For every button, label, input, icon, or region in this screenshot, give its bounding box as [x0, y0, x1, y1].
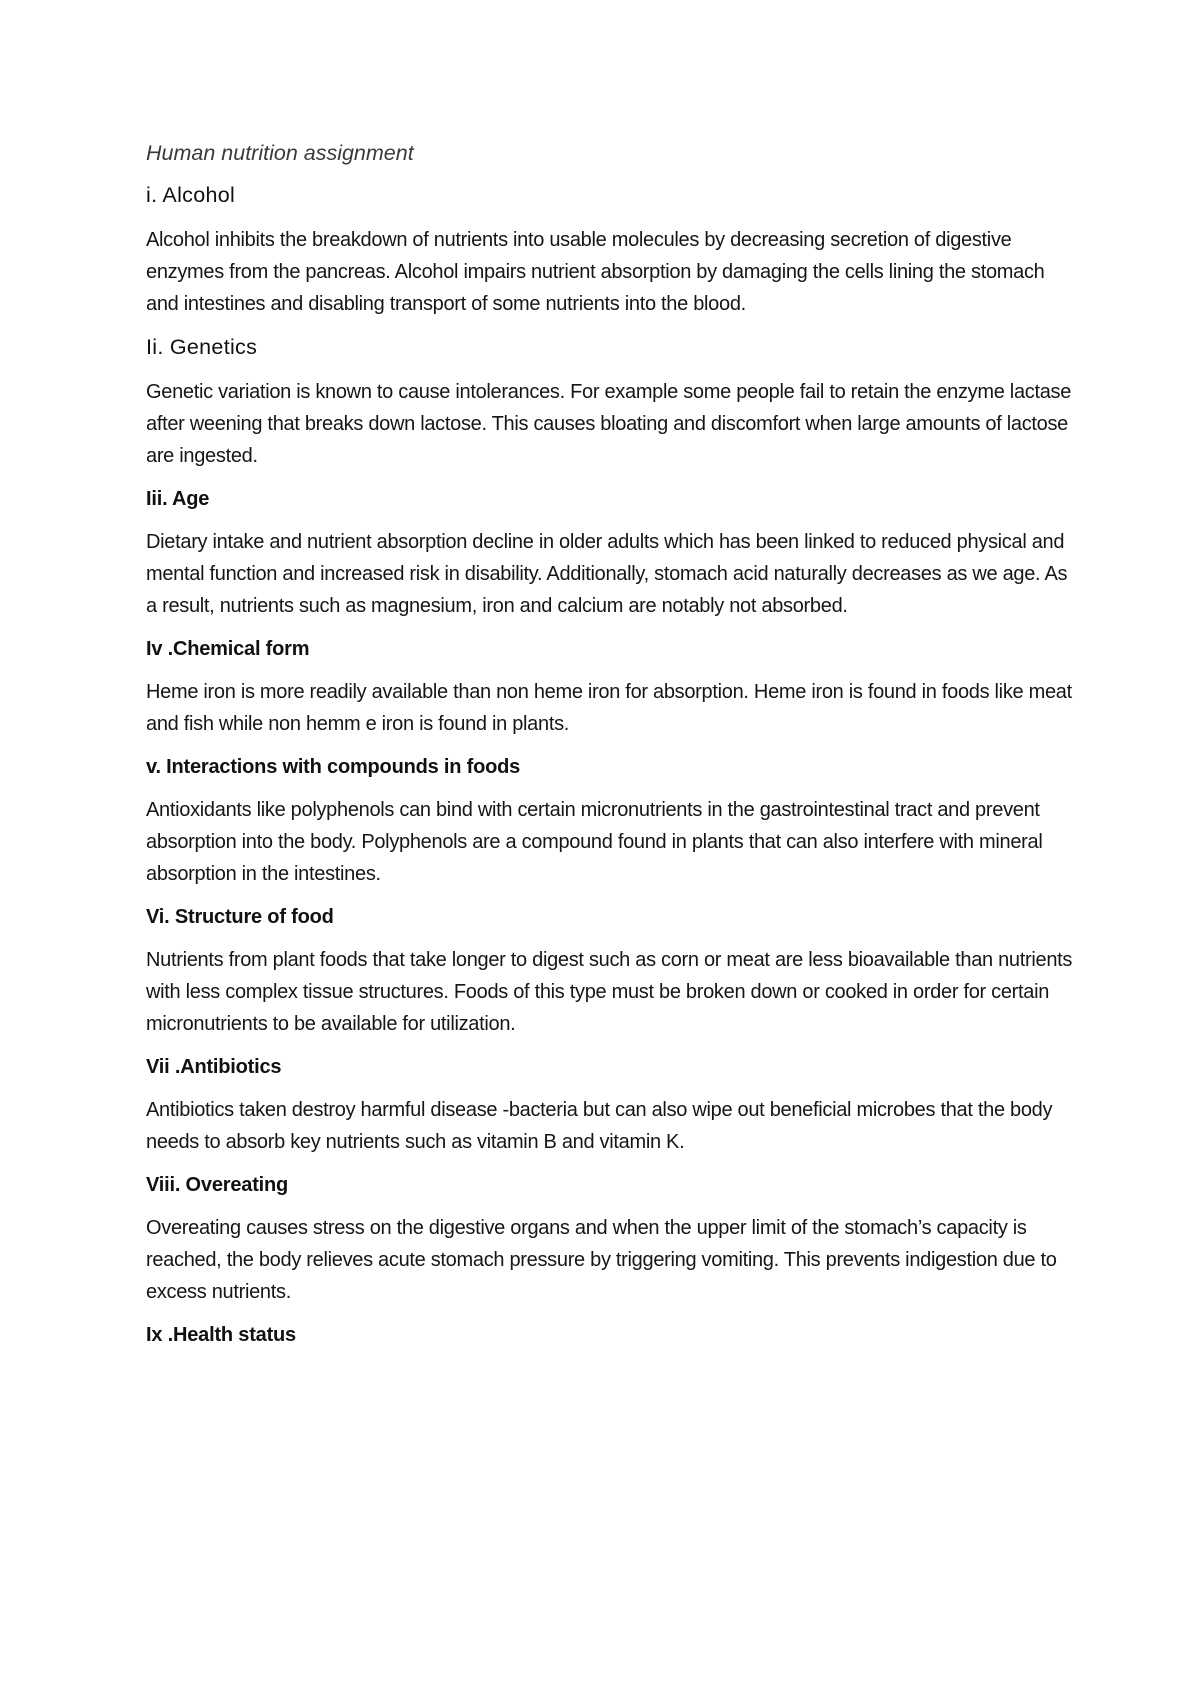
section-antibiotics — [146, 1054, 1076, 1158]
section-heading: v. Interactions with compounds in foods — [146, 755, 521, 778]
section-heading: Vii .Antibiotics — [146, 1055, 282, 1078]
section-heading: Iii. Age — [146, 487, 210, 510]
section-structure-of-food — [146, 904, 1076, 1040]
section-alcohol — [146, 182, 1076, 320]
section-paragraph: Overeating causes stress on the digestive organs and when the upper limit of the stomach’s capacity is reached, the body relieves acute stomach pressure by triggering vomiting. This prevents indigestion due to excess nutrients. — [146, 1216, 1057, 1303]
section-heading: Ix .Health status — [146, 1323, 296, 1346]
section-paragraph: Dietary intake and nutrient absorption decline in older adults which has been linked to reduced physical and mental function and increased risk in disability. Additionally, stomach acid naturally decreases as we age. As a result, nutrients such as magnesium, iron and calcium are notably not absorbed. — [146, 530, 1068, 617]
document-content — [146, 140, 1076, 1362]
section-chemical-form — [146, 636, 1076, 740]
section-heading: Vi. Structure of food — [146, 905, 334, 928]
section-overeating — [146, 1172, 1076, 1308]
section-heading: Iv .Chemical form — [146, 637, 310, 660]
section-heading: Ii. Genetics — [146, 334, 258, 359]
section-paragraph: Heme iron is more readily available than non heme iron for absorption. Heme iron is found in foods like meat and fish while non hemm e iron is found in plants. — [146, 680, 1072, 735]
section-paragraph: Alcohol inhibits the breakdown of nutrients into usable molecules by decreasing secretion of digestive enzymes from the pancreas. Alcohol impairs nutrient absorption by damaging the cells lining the stomach and intestines and disabling transport of some nutrients into the blood. — [146, 228, 1045, 315]
section-heading: Viii. Overeating — [146, 1173, 289, 1196]
section-age — [146, 486, 1076, 622]
section-heading: i. Alcohol — [146, 182, 236, 207]
section-paragraph: Nutrients from plant foods that take longer to digest such as corn or meat are less bioavailable than nutrients with less complex tissue structures. Foods of this type must be broken down or cooked in order for certain micronutrients to be available for utilization. — [146, 948, 1073, 1035]
section-health-status — [146, 1322, 1076, 1348]
section-paragraph: Genetic variation is known to cause intolerances. For example some people fail to retain the enzyme lactase after weening that breaks down lactose. This causes bloating and discomfort when large amounts of lactose are ingested. — [146, 380, 1072, 467]
section-paragraph: Antibiotics taken destroy harmful disease -bacteria but can also wipe out beneficial microbes that the body needs to absorb key nutrients such as vitamin B and vitamin K. — [146, 1098, 1053, 1153]
section-interactions — [146, 754, 1076, 890]
section-paragraph: Antioxidants like polyphenols can bind with certain micronutrients in the gastrointestinal tract and prevent absorption into the body. Polyphenols are a compound found in plants that can also interfere with mineral absorption in the intestines. — [146, 798, 1043, 885]
section-genetics — [146, 334, 1076, 472]
document-title: Human nutrition assignment — [146, 141, 414, 165]
